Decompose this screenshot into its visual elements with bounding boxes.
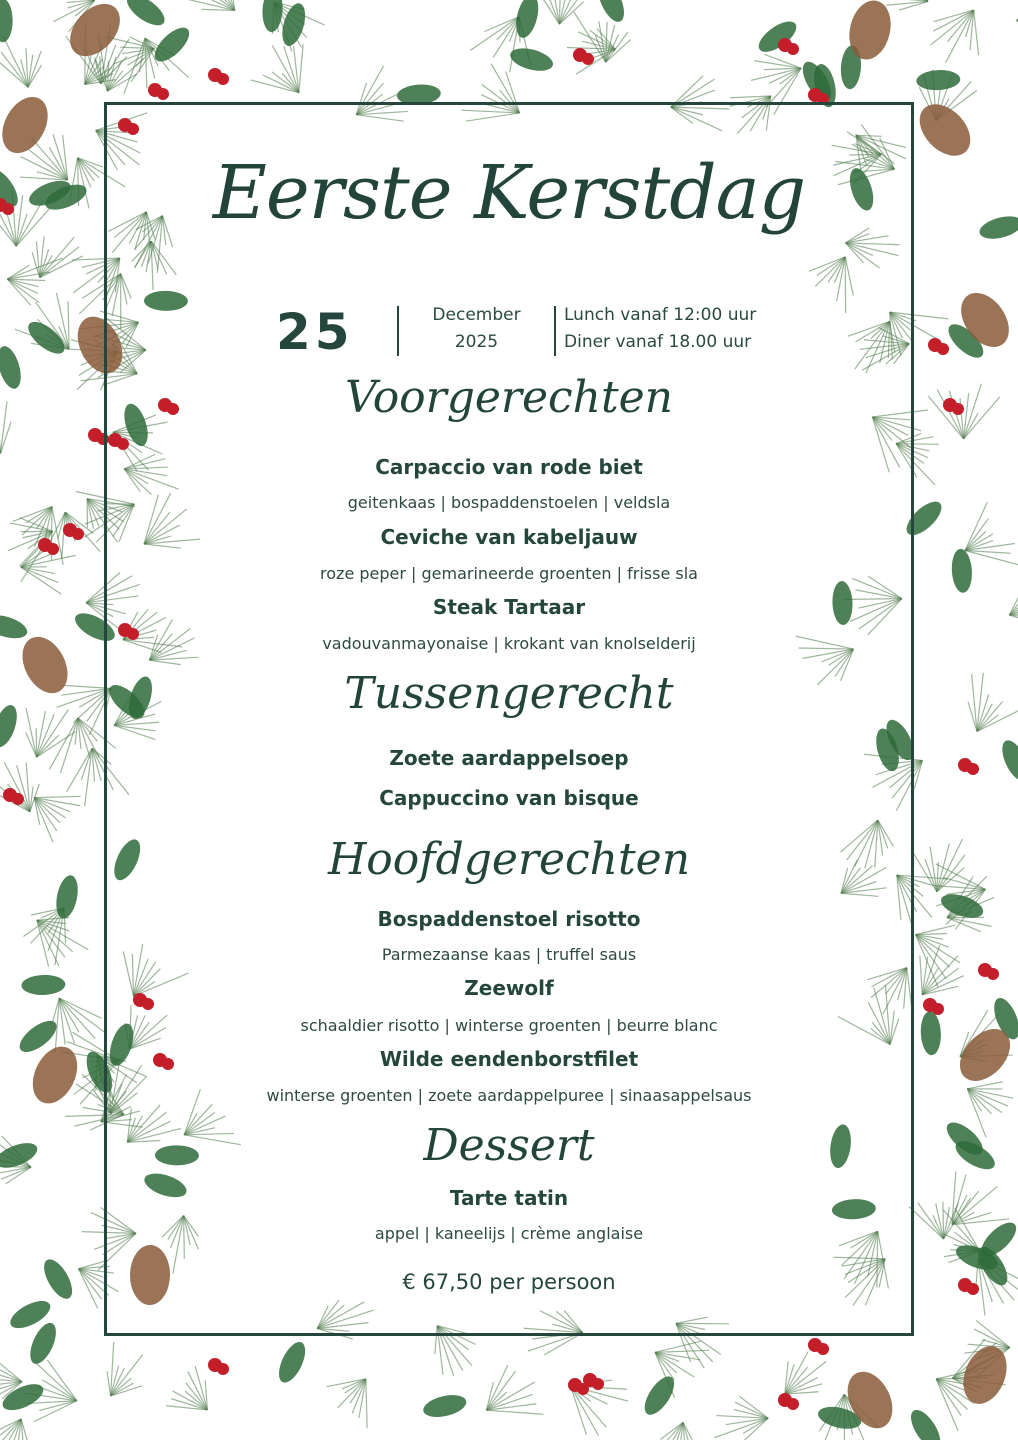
dish-description: geitenkaas | bospaddenstoelen | veldsla: [347, 493, 671, 512]
date-year: 2025: [454, 332, 499, 352]
dish-description: schaaldier risotto | winterse groenten | beurre blanc: [300, 1016, 718, 1035]
pine-needle: [111, 1378, 132, 1396]
pine-needle: [785, 1367, 808, 1394]
section-heading-hoofdgerechten: Hoofdgerechten: [327, 834, 691, 885]
dish-name: Steak Tartaar: [432, 595, 586, 619]
pine-needle: [765, 54, 801, 68]
pine-needle: [366, 1379, 367, 1428]
pine-needle: [578, 32, 615, 49]
pine-needle: [3, 36, 28, 87]
pine-needle: [0, 60, 28, 87]
serving-times: [564, 302, 756, 356]
dish-name: Zeewolf: [464, 976, 554, 1000]
pine-needle: [47, 1360, 76, 1401]
holly-berry: [157, 88, 169, 100]
dish-description: winterse groenten | zoete aardappelpuree | sinaasappelsaus: [266, 1086, 752, 1105]
dish-name: Wilde eendenborstfilet: [379, 1047, 639, 1071]
pine-needle: [974, 10, 979, 55]
dish-name: Zoete aardappelsoep: [389, 746, 629, 770]
pine-needle: [299, 44, 303, 92]
holly-berry: [932, 1003, 944, 1015]
holly-leaf: [905, 1405, 946, 1440]
holly-leaf: [274, 1338, 311, 1386]
section-heading-tussengerecht: Tussengerecht: [344, 668, 674, 719]
holly-berry: [787, 1398, 799, 1410]
pine-needle: [470, 17, 519, 51]
date-line: [0, 302, 1018, 362]
pine-needle: [40, 237, 75, 277]
section-heading-dessert: Dessert: [423, 1120, 595, 1171]
pine-needle: [735, 1402, 768, 1418]
holly-berry: [787, 43, 799, 55]
pine-needle: [571, 1386, 607, 1428]
pine-needle: [0, 421, 1, 453]
menu-title: Eerste Kerstdag: [212, 150, 806, 236]
pine-needle: [486, 1410, 543, 1414]
holly-berry: [217, 73, 229, 85]
pine-needle: [486, 1404, 536, 1411]
pine-needle: [21, 1419, 37, 1440]
holly-leaf: [122, 0, 169, 31]
holly-leaf: [508, 44, 556, 75]
dish-name: Carpaccio van rode biet: [375, 455, 643, 479]
pine-needle: [785, 1361, 826, 1394]
holly-leaf: [261, 0, 283, 33]
holly-berry: [817, 1343, 829, 1355]
dish-name: Cappuccino van bisque: [379, 786, 639, 810]
dish-description: roze peper | gemarineerde groenten | frisse sla: [320, 564, 698, 583]
lunch-time: Lunch vanaf 12:00 uur: [564, 305, 757, 325]
holly-leaf: [0, 0, 13, 42]
pine-needle: [40, 247, 79, 278]
diner-time: Diner vanaf 18.00 uur: [564, 332, 752, 352]
dish-name: Tarte tatin: [449, 1186, 569, 1210]
holly-berry: [582, 53, 594, 65]
date-month-year: [404, 302, 549, 356]
holly-leaf: [25, 1319, 61, 1367]
pine-needle: [111, 1355, 143, 1396]
holly-berry: [217, 1363, 229, 1375]
holly-berry: [592, 1378, 604, 1390]
pine-needle: [7, 279, 37, 293]
section-heading-voorgerechten: Voorgerechten: [344, 372, 674, 423]
holly-leaf: [421, 1391, 468, 1421]
pine-needle: [683, 1422, 697, 1440]
dish-name: Bospaddenstoel risotto: [377, 907, 641, 931]
dish-description: Parmezaanse kaas | truffel saus: [381, 945, 637, 964]
pine-needle: [34, 1401, 77, 1422]
pine-needle: [931, 10, 974, 45]
pine-needle: [754, 61, 801, 69]
dish-description: appel | kaneelijs | crème anglaise: [374, 1224, 644, 1243]
holly-leaf: [916, 69, 961, 91]
pine-needle: [185, 1391, 207, 1410]
date-day: 25: [276, 303, 354, 361]
pine-cone: [60, 0, 130, 66]
dish-description: vadouvanmayonaise | krokant van knolselderij: [322, 634, 696, 653]
pine-needle: [107, 1371, 111, 1396]
date-month: December: [432, 305, 521, 325]
price-per-person: € 67,50 per persoon: [402, 1270, 616, 1294]
date-divider: [554, 306, 556, 356]
pine-needle: [714, 1418, 768, 1437]
dish-name: Ceviche van kabeljauw: [380, 525, 638, 549]
pine-needle: [948, 10, 974, 42]
date-divider: [397, 306, 399, 356]
